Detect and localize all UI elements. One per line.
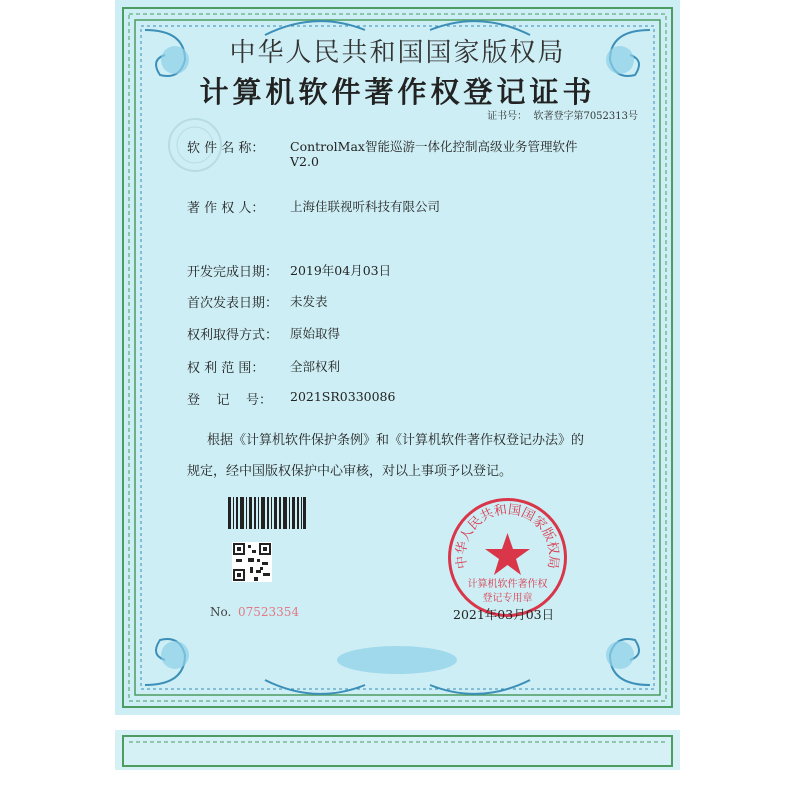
field-label-name: 软 件 名 称： <box>187 141 265 156</box>
field-label-dev-date: 开发完成日期： <box>187 265 279 280</box>
certificate <box>115 0 680 715</box>
cert-no-label: 证书号： <box>487 111 528 122</box>
field-label-publish-date: 首次发表日期： <box>187 296 279 311</box>
seal-inner-line-1: 计算机软件著作权 <box>467 579 548 590</box>
field-label-acquisition: 权利取得方式： <box>187 328 279 343</box>
next-page-edge <box>115 730 680 770</box>
field-label-scope: 权 利 范 围： <box>187 361 265 376</box>
paragraph-line-2: 规定，经中国版权保护中心审核，对以上事项予以登记。 <box>187 464 513 479</box>
serial-number: 07523354 <box>238 605 300 619</box>
certificate-title: 计算机软件著作权登记证书 <box>199 75 596 109</box>
qr-code <box>232 542 272 582</box>
field-label-owner: 著 作 权 人： <box>187 201 265 216</box>
field-value-acquisition: 原始取得 <box>290 326 341 341</box>
certificate-number <box>487 107 638 122</box>
issue-date: 2021年03月03日 <box>453 607 555 622</box>
paragraph-line-1: 根据《计算机软件保护条例》和《计算机软件著作权登记办法》的 <box>207 433 585 448</box>
seal-star-icon <box>485 533 530 575</box>
serial-label: No. <box>210 605 232 619</box>
next-page-border <box>115 730 680 770</box>
field-value-name: ControlMax智能巡游一体化控制高级业务管理软件 <box>290 139 578 154</box>
field-label-reg-no: 登 记 号： <box>187 393 273 408</box>
field-value-dev-date: 2019年04月03日 <box>290 263 392 278</box>
issuer-heading: 中华人民共和国国家版权局 <box>229 38 566 68</box>
field-value-owner: 上海佳联视听科技有限公司 <box>290 199 441 214</box>
field-value-reg-no: 2021SR0330086 <box>290 389 396 404</box>
field-value-version: V2.0 <box>290 154 319 169</box>
field-value-scope: 全部权利 <box>290 359 341 374</box>
field-value-publish-date: 未发表 <box>290 294 328 309</box>
official-seal <box>445 495 570 620</box>
barcode <box>228 497 306 529</box>
seal-inner-line-2: 登记专用章 <box>482 593 533 604</box>
seal-outer-text: 中华人民共和国国家版权局 <box>454 502 561 570</box>
cert-no-value: 软著登字第7052313号 <box>533 111 638 122</box>
